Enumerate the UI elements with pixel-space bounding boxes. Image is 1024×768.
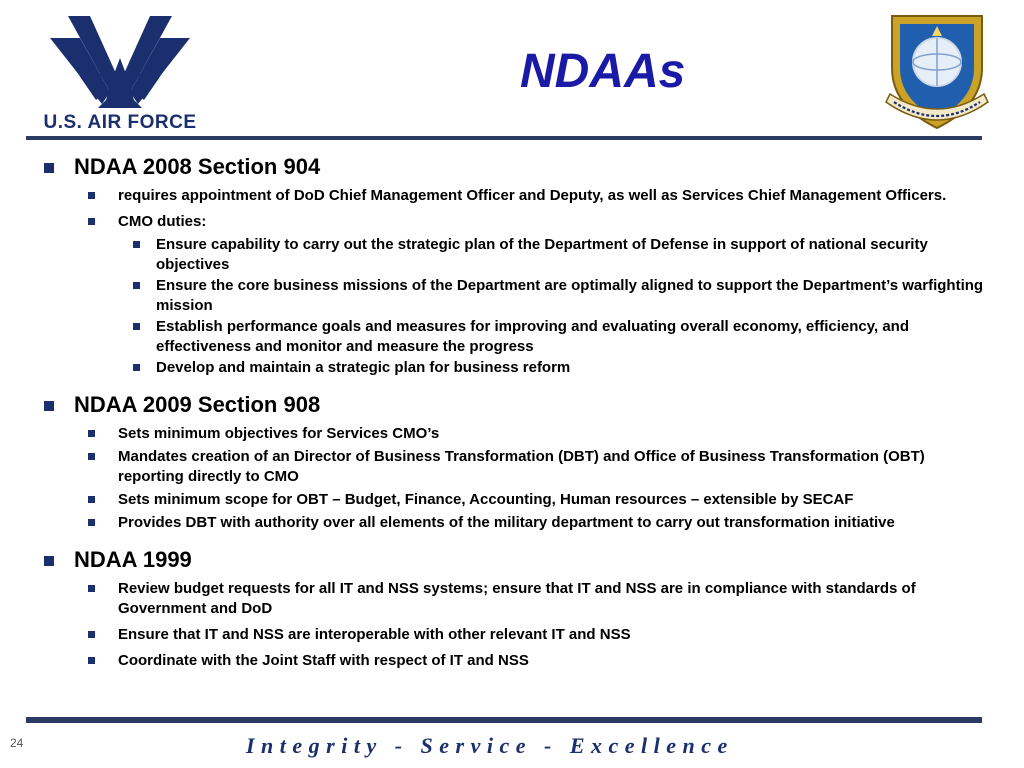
list-item: Mandates creation of an Director of Business Transformation (DBT) and Office of Business Transformation (OBT) reporting directly to CMO [118, 447, 992, 487]
list-item: Sets minimum scope for OBT – Budget, Finance, Accounting, Human resources – extensible by SECAF [118, 490, 992, 510]
list-subitem: Develop and maintain a strategic plan for business reform [156, 358, 992, 378]
slide-content [42, 154, 992, 674]
section-heading: NDAA 1999 [42, 547, 992, 573]
section-heading: NDAA 2008 Section 904 [42, 154, 992, 180]
footer-divider [26, 717, 982, 723]
list-item: CMO duties: [118, 212, 992, 232]
footer-motto: Integrity - Service - Excellence [246, 733, 734, 758]
list-subitem: Ensure the core business missions of the Department are optimally aligned to support the Department’s warfighting mission [156, 276, 992, 316]
list-subitem: Establish performance goals and measures for improving and evaluating overall economy, efficiency, and effectiveness and monitor and measure the progress [156, 317, 992, 357]
list-item: Provides DBT with authority over all elements of the military department to carry out transformation initiative [118, 513, 992, 533]
list-item: Ensure that IT and NSS are interoperable with other relevant IT and NSS [118, 625, 992, 645]
page-title: NDAAs [520, 45, 686, 98]
page-number: 24 [10, 736, 24, 750]
list-item: requires appointment of DoD Chief Management Officer and Deputy, as well as Services Chief Management Officers. [118, 186, 992, 206]
list-item: Review budget requests for all IT and NSS systems; ensure that IT and NSS are in compliance with standards of Government and DoD [118, 579, 992, 619]
header-divider [26, 136, 982, 140]
list-item: Sets minimum objectives for Services CMO’s [118, 424, 992, 444]
section-heading: NDAA 2009 Section 908 [42, 392, 992, 418]
electronic-systems-center-seal [872, 6, 1002, 136]
list-subitem: Ensure capability to carry out the strategic plan of the Department of Defense in support of national security objectives [156, 235, 992, 275]
air-force-logo-text: U.S. AIR FORCE [43, 112, 197, 133]
list-item: Coordinate with the Joint Staff with respect of IT and NSS [118, 651, 992, 671]
